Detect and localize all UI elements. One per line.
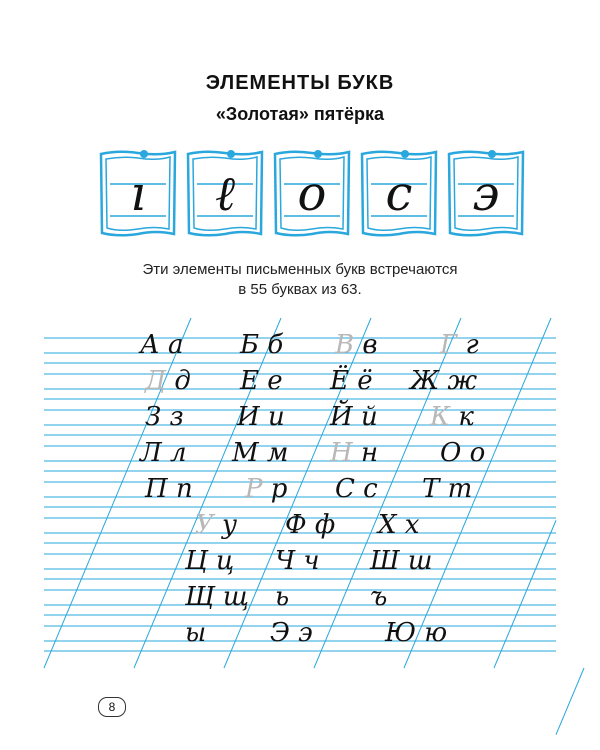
letter-pair xyxy=(185,546,234,576)
lowercase-letter: о xyxy=(461,438,486,468)
lowercase-letter: з xyxy=(161,402,184,432)
uppercase-letter: Н xyxy=(330,438,353,468)
uppercase-letter: Ё xyxy=(330,366,349,396)
uppercase-letter: М xyxy=(232,438,259,468)
letter-pair xyxy=(422,474,472,504)
uppercase-letter: З xyxy=(145,402,162,432)
uppercase-letter: В xyxy=(335,330,355,360)
uppercase-letter: А xyxy=(140,330,160,360)
lowercase-letter: ч xyxy=(295,546,320,576)
uppercase-letter: Г xyxy=(440,330,458,360)
letter-pair xyxy=(370,546,433,576)
letter-pair xyxy=(185,582,249,612)
uppercase-letter: У xyxy=(195,510,214,540)
uppercase-letter: Д xyxy=(145,366,167,396)
lowercase-letter: г xyxy=(457,330,479,360)
letter-pair xyxy=(330,366,373,396)
uppercase-letter: Э xyxy=(270,618,290,648)
lowercase-letter: и xyxy=(259,402,285,432)
uppercase-letter: Ш xyxy=(370,546,400,576)
letter-pair xyxy=(410,366,477,396)
letter-pair xyxy=(195,510,237,540)
description xyxy=(0,260,600,300)
uppercase-letter: Р xyxy=(245,474,263,504)
uppercase-letter: Ф xyxy=(285,510,307,540)
letter-pair xyxy=(185,618,206,648)
uppercase-letter: С xyxy=(335,474,355,504)
element-glyph: э xyxy=(472,166,500,222)
lowercase-letter: ь xyxy=(275,582,290,612)
letter-pair xyxy=(385,618,447,648)
letter-pair xyxy=(440,438,485,468)
uppercase-letter: Ц xyxy=(185,546,208,576)
uppercase-letter: Б xyxy=(240,330,260,360)
letter-pair xyxy=(378,510,419,540)
element-glyph: c xyxy=(385,166,413,222)
uppercase-letter: И xyxy=(237,402,260,432)
element-card xyxy=(359,148,439,238)
lowercase-letter: д xyxy=(166,366,191,396)
uppercase-letter: Ч xyxy=(275,546,296,576)
letter-pair xyxy=(330,438,378,468)
uppercase-letter: Й xyxy=(330,402,353,432)
lowercase-letter: й xyxy=(352,402,378,432)
lowercase-letter: н xyxy=(352,438,379,468)
letter-pair xyxy=(275,582,289,612)
lowercase-letter: ж xyxy=(439,366,478,396)
letter-pair xyxy=(275,546,320,576)
letter-pair xyxy=(335,474,378,504)
lowercase-letter: ъ xyxy=(370,582,388,612)
lowercase-letter: щ xyxy=(214,582,249,612)
lowercase-letter: р xyxy=(262,474,288,504)
letter-pair xyxy=(145,474,193,504)
description-line-1: Эти элементы письменных букв встречаются xyxy=(142,261,458,278)
letter-pair xyxy=(145,402,184,432)
letter-pair xyxy=(240,330,283,360)
lowercase-letter: ю xyxy=(416,618,448,648)
lowercase-letter: с xyxy=(354,474,378,504)
lowercase-letter: к xyxy=(450,402,474,432)
uppercase-letter: Ю xyxy=(385,618,417,648)
element-card xyxy=(446,148,526,238)
lowercase-letter: б xyxy=(259,330,284,360)
letter-pair xyxy=(140,330,183,360)
letter-pair xyxy=(240,366,283,396)
element-card xyxy=(185,148,265,238)
uppercase-letter: Щ xyxy=(185,582,215,612)
uppercase-letter: Л xyxy=(140,438,162,468)
letter-pair xyxy=(140,438,187,468)
element-card xyxy=(98,148,178,238)
element-glyph: o xyxy=(297,166,327,222)
uppercase-letter: Ж xyxy=(410,366,440,396)
lowercase-letter: у xyxy=(213,510,238,540)
lowercase-letter: м xyxy=(258,438,289,468)
page-title: ЭЛЕМЕНТЫ БУКВ xyxy=(205,72,395,94)
letter-pair xyxy=(440,330,479,360)
lowercase-letter: х xyxy=(396,510,420,540)
page-subtitle: «Золотая» пятёрка xyxy=(215,104,385,124)
slant-line xyxy=(556,668,584,735)
element-glyph: ℓ xyxy=(215,166,235,222)
element-card xyxy=(272,148,352,238)
letter-pair xyxy=(330,402,378,432)
lowercase-letter: ё xyxy=(348,366,373,396)
page-number: 8 xyxy=(98,697,126,717)
uppercase-letter: Т xyxy=(422,474,440,504)
lowercase-letter: ы xyxy=(185,618,207,648)
lowercase-letter: т xyxy=(439,474,473,504)
lowercase-letter: е xyxy=(258,366,283,396)
lowercase-letter: а xyxy=(159,330,184,360)
letter-pair xyxy=(237,402,285,432)
letter-pair xyxy=(430,402,474,432)
lowercase-letter: л xyxy=(161,438,187,468)
letter-pair xyxy=(370,582,387,612)
uppercase-letter: П xyxy=(145,474,168,504)
letter-pair xyxy=(245,474,287,504)
letter-pair xyxy=(335,330,378,360)
letter-pair xyxy=(232,438,288,468)
lowercase-letter: ф xyxy=(306,510,336,540)
uppercase-letter: О xyxy=(440,438,462,468)
uppercase-letter: Х xyxy=(378,510,397,540)
element-glyph: ı xyxy=(130,166,146,222)
letter-pair xyxy=(285,510,335,540)
description-line-2: в 55 буквах из 63. xyxy=(238,281,362,298)
elements-cards xyxy=(98,148,528,240)
lowercase-letter: п xyxy=(167,474,193,504)
letter-pair xyxy=(145,366,191,396)
letter-pair xyxy=(270,618,313,648)
uppercase-letter: К xyxy=(430,402,451,432)
uppercase-letter: Е xyxy=(240,366,259,396)
lowercase-letter: ц xyxy=(207,546,235,576)
lowercase-letter: э xyxy=(289,618,313,648)
lowercase-letter: ш xyxy=(399,546,433,576)
lowercase-letter: в xyxy=(354,330,378,360)
